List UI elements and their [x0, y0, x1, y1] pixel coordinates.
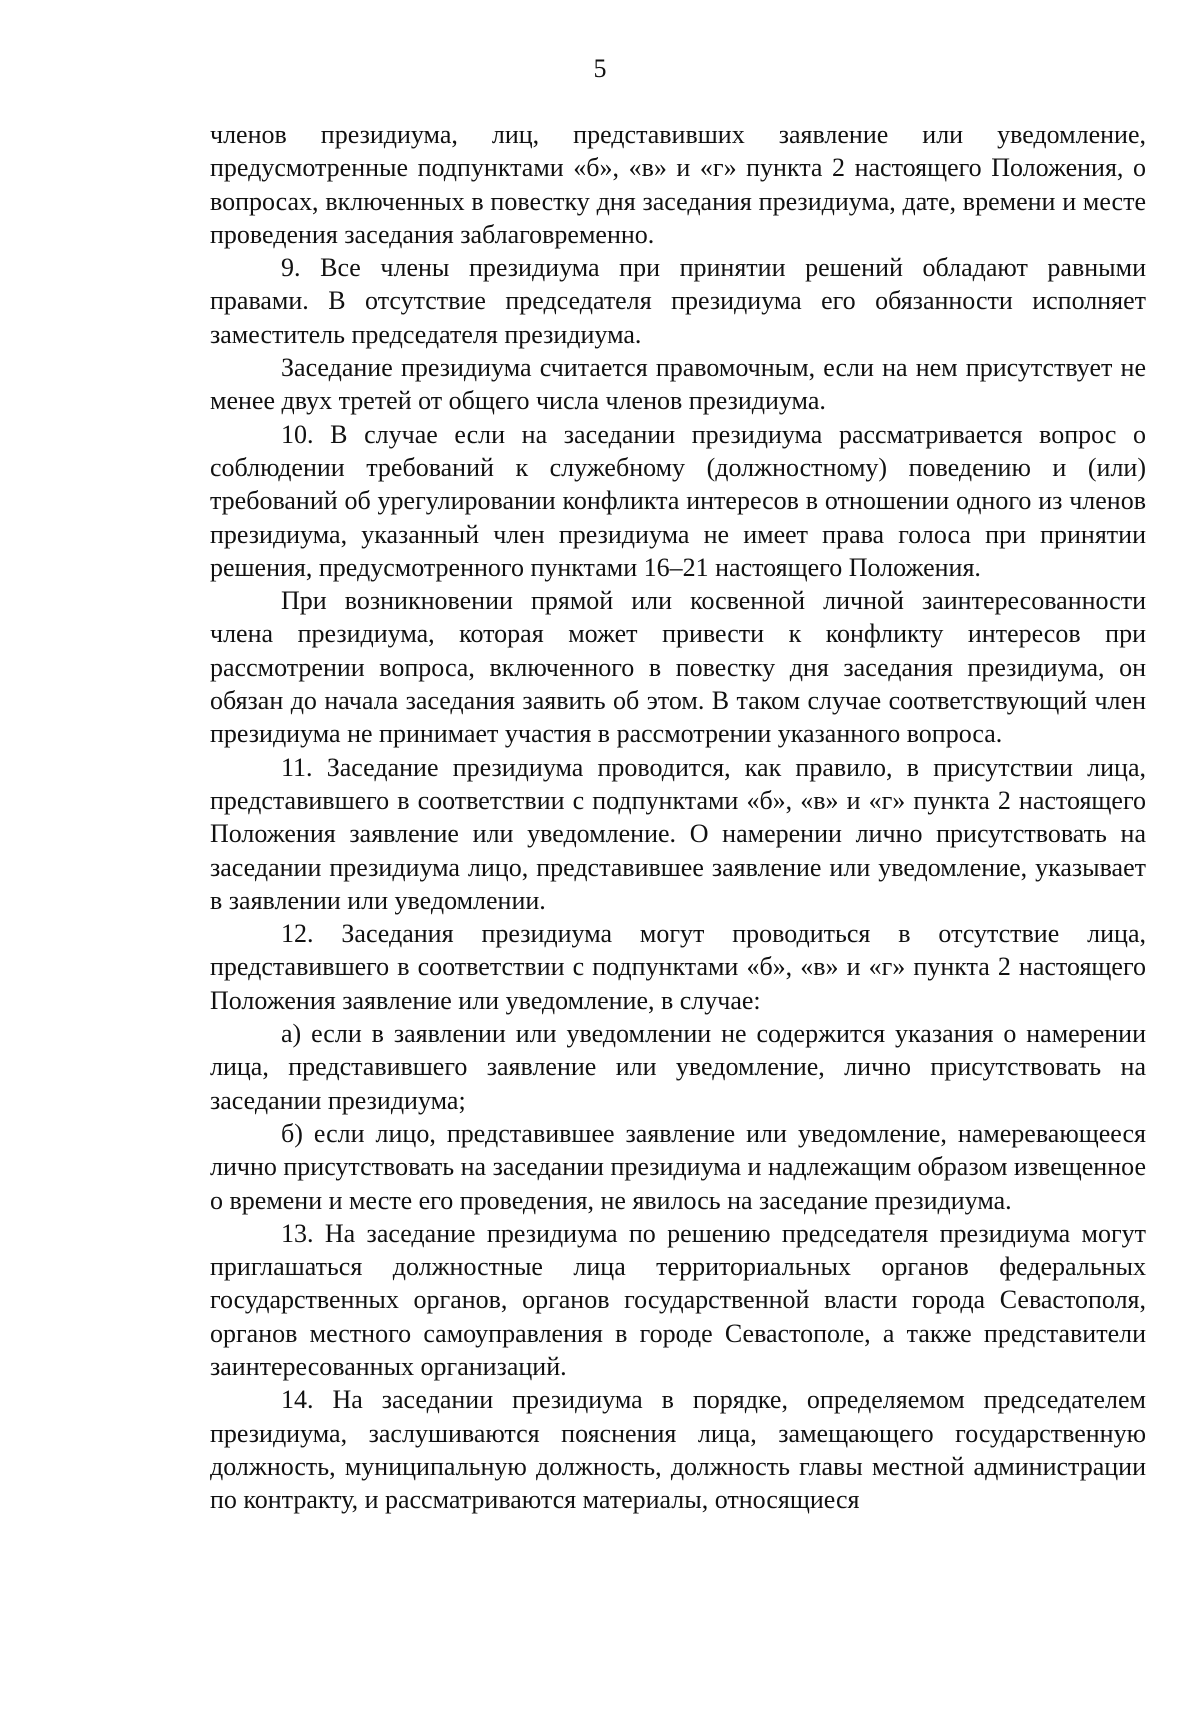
- paragraph-continuation: членов президиума, лиц, представивших заявление или уведомление, предусмотренные подпунктами «б», «в» и «г» пункта 2 настоящего Положения, о вопросах, включенных в повестку дня заседания президиума, дате, времени и месте проведения заседания заблаговременно.: [210, 120, 1146, 249]
- paragraph-item-12: 12. Заседания президиума могут проводиться в отсутствие лица, представившего в соответствии с подпунктами «б», «в» и «г» пункта 2 настоящего Положения заявление или уведомление, в случае:: [210, 919, 1146, 1015]
- paragraph-item-9: 9. Все члены президиума при принятии решений обладают равными правами. В отсутствие председателя президиума его обязанности исполняет заместитель председателя президиума.: [210, 253, 1146, 349]
- page-number: 5: [593, 54, 607, 83]
- paragraph-conflict-of-interest: При возникновении прямой или косвенной личной заинтересованности члена президиума, которая может привести к конфликту интересов при рассмотрении вопроса, включенного в повестку дня заседания президиума, он обязан до начала заседания заявить об этом. В таком случае соответствующий член президиума не принимает участия в рассмотрении указанного вопроса.: [210, 586, 1146, 749]
- paragraph-item-11: 11. Заседание президиума проводится, как правило, в присутствии лица, представившего в соответствии с подпунктами «б», «в» и «г» пункта 2 настоящего Положения заявление или уведомление. О намерении лично присутствовать на заседании президиума лицо, представившее заявление или уведомление, указывает в заявлении или уведомлении.: [210, 752, 1146, 915]
- paragraph-quorum: Заседание президиума считается правомочным, если на нем присутствует не менее двух третей от общего числа членов президиума.: [210, 353, 1146, 416]
- paragraph-item-10: 10. В случае если на заседании президиума рассматривается вопрос о соблюдении требований к служебному (должностному) поведению и (или) требований об урегулировании конфликта интересов в отношении одного из членов президиума, указанный член президиума не имеет права голоса при принятии решения, предусмотренного пунктами 16–21 настоящего Положения.: [210, 419, 1146, 582]
- paragraph-item-14: 14. На заседании президиума в порядке, определяемом председателем президиума, заслушиваются пояснения лица, замещающего государственную должность, муниципальную должность, должность главы местной администрации по контракту, и рассматриваются материалы, относящиеся: [210, 1385, 1146, 1515]
- paragraph-item-12-b: б) если лицо, представившее заявление или уведомление, намеревающееся лично присутствовать на заседании президиума и надлежащим образом извещенное о времени и месте его проведения, не явилось на заседание президиума.: [210, 1118, 1146, 1215]
- paragraph-item-12-a: а) если в заявлении или уведомлении не содержится указания о намерении лица, представившего заявление или уведомление, лично присутствовать на заседании президиума;: [210, 1019, 1146, 1115]
- paragraph-item-13: 13. На заседание президиума по решению председателя президиума могут приглашаться должностные лица территориальных органов федеральных государственных органов, органов государственной власти города Севастополя, органов местного самоуправления в городе Севастополе, а также представители заинтересованных организаций.: [210, 1218, 1146, 1381]
- document-body: [210, 118, 1146, 1516]
